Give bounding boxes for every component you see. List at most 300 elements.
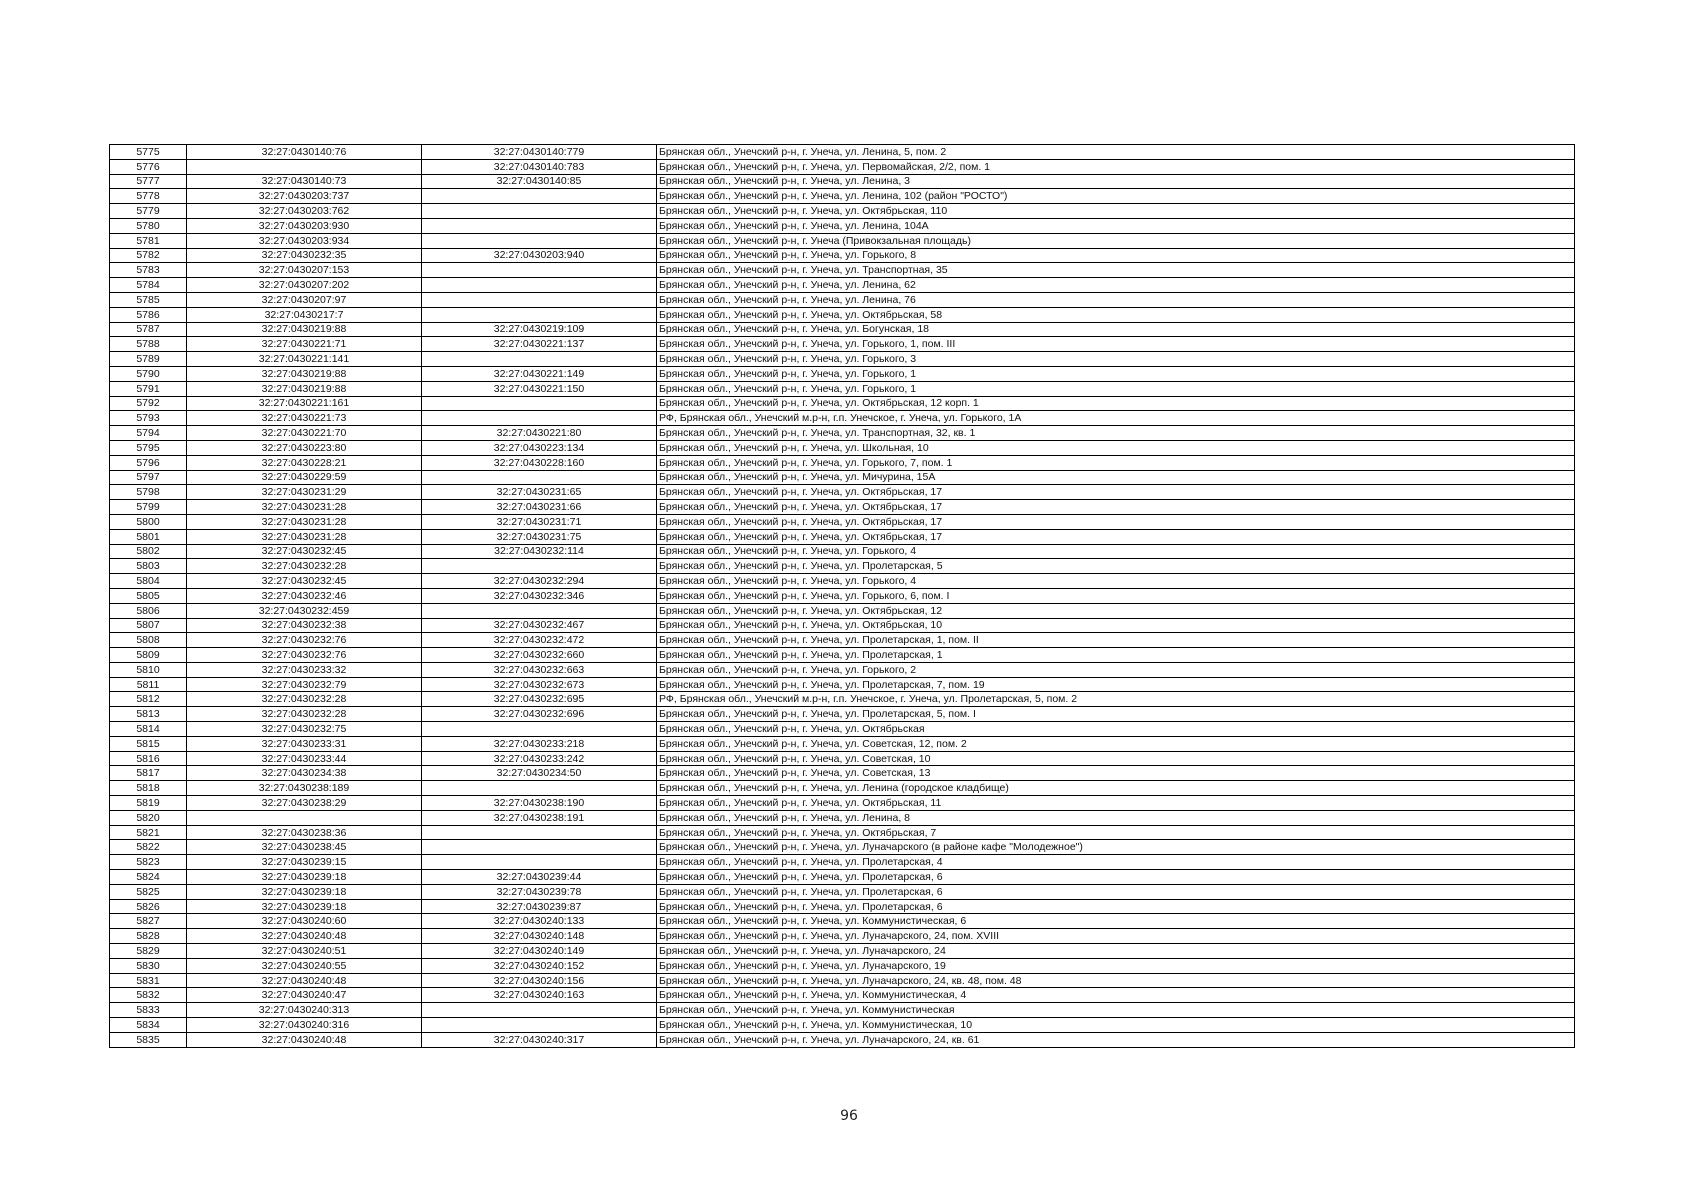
address-cell: Брянская обл., Унечский р-н, г. Унеча, ул. Октябрьская, 58	[657, 307, 1575, 322]
land-cadastral-number-cell: 32:27:0430203:934	[187, 233, 422, 248]
land-cadastral-number-cell: 32:27:0430240:60	[187, 914, 422, 929]
table-row	[110, 707, 1575, 722]
table-row	[110, 189, 1575, 204]
land-cadastral-number-cell: 32:27:0430232:38	[187, 618, 422, 633]
address-cell: Брянская обл., Унечский р-н, г. Унеча, ул. Луначарского, 24, кв. 61	[657, 1032, 1575, 1047]
land-cadastral-number-cell: 32:27:0430238:189	[187, 781, 422, 796]
address-cell: Брянская обл., Унечский р-н, г. Унеча, ул. Горького, 4	[657, 544, 1575, 559]
land-cadastral-number-cell: 32:27:0430239:18	[187, 899, 422, 914]
address-cell: Брянская обл., Унечский р-н, г. Унеча, ул. Горького, 4	[657, 574, 1575, 589]
object-cadastral-number-cell: 32:27:0430231:71	[422, 514, 657, 529]
table-row	[110, 914, 1575, 929]
row-number-cell: 5780	[110, 218, 187, 233]
land-cadastral-number-cell: 32:27:0430239:15	[187, 855, 422, 870]
row-number-cell: 5797	[110, 470, 187, 485]
row-number-cell: 5798	[110, 485, 187, 500]
row-number-cell: 5826	[110, 899, 187, 914]
land-cadastral-number-cell: 32:27:0430207:202	[187, 278, 422, 293]
row-number-cell: 5828	[110, 929, 187, 944]
row-number-cell: 5804	[110, 574, 187, 589]
land-cadastral-number-cell: 32:27:0430233:31	[187, 736, 422, 751]
object-cadastral-number-cell: 32:27:0430234:50	[422, 766, 657, 781]
row-number-cell: 5788	[110, 337, 187, 352]
table-row	[110, 648, 1575, 663]
address-cell: Брянская обл., Унечский р-н, г. Унеча, ул. Пролетарская, 6	[657, 899, 1575, 914]
row-number-cell: 5776	[110, 159, 187, 174]
table-row	[110, 929, 1575, 944]
object-cadastral-number-cell: 32:27:0430223:134	[422, 440, 657, 455]
row-number-cell: 5823	[110, 855, 187, 870]
land-cadastral-number-cell: 32:27:0430233:44	[187, 751, 422, 766]
table-row	[110, 514, 1575, 529]
table-row	[110, 440, 1575, 455]
land-cadastral-number-cell	[187, 810, 422, 825]
table-row	[110, 485, 1575, 500]
address-cell: Брянская обл., Унечский р-н, г. Унеча, ул. Коммунистическая, 6	[657, 914, 1575, 929]
table-row	[110, 263, 1575, 278]
registry-table-body	[110, 145, 1575, 1048]
object-cadastral-number-cell: 32:27:0430219:109	[422, 322, 657, 337]
table-row	[110, 736, 1575, 751]
table-row	[110, 174, 1575, 189]
row-number-cell: 5833	[110, 1003, 187, 1018]
row-number-cell: 5827	[110, 914, 187, 929]
land-cadastral-number-cell: 32:27:0430239:18	[187, 884, 422, 899]
address-cell: Брянская обл., Унечский р-н, г. Унеча, ул. Октябрьская, 12 корп. 1	[657, 396, 1575, 411]
address-cell: Брянская обл., Унечский р-н, г. Унеча, ул. Коммунистическая, 10	[657, 1018, 1575, 1033]
object-cadastral-number-cell: 32:27:0430240:317	[422, 1032, 657, 1047]
address-cell: Брянская обл., Унечский р-н, г. Унеча, ул. Пролетарская, 1	[657, 648, 1575, 663]
row-number-cell: 5835	[110, 1032, 187, 1047]
land-cadastral-number-cell: 32:27:0430240:51	[187, 944, 422, 959]
object-cadastral-number-cell: 32:27:0430240:156	[422, 973, 657, 988]
object-cadastral-number-cell: 32:27:0430232:663	[422, 662, 657, 677]
address-cell: Брянская обл., Унечский р-н, г. Унеча, ул. Октябрьская, 17	[657, 529, 1575, 544]
table-row	[110, 1003, 1575, 1018]
address-cell: Брянская обл., Унечский р-н, г. Унеча, ул. Коммунистическая	[657, 1003, 1575, 1018]
address-cell: Брянская обл., Унечский р-н, г. Унеча, ул. Ленина, 62	[657, 278, 1575, 293]
land-cadastral-number-cell: 32:27:0430231:29	[187, 485, 422, 500]
row-number-cell: 5802	[110, 544, 187, 559]
address-cell: Брянская обл., Унечский р-н, г. Унеча, ул. Горького, 1, пом. III	[657, 337, 1575, 352]
row-number-cell: 5803	[110, 559, 187, 574]
table-row	[110, 870, 1575, 885]
address-cell: Брянская обл., Унечский р-н, г. Унеча, ул. Ленина, 102 (район "РОСТО")	[657, 189, 1575, 204]
row-number-cell: 5799	[110, 500, 187, 515]
land-cadastral-number-cell: 32:27:0430231:28	[187, 500, 422, 515]
object-cadastral-number-cell	[422, 204, 657, 219]
table-row	[110, 603, 1575, 618]
land-cadastral-number-cell: 32:27:0430232:28	[187, 559, 422, 574]
table-row	[110, 618, 1575, 633]
land-cadastral-number-cell: 32:27:0430232:45	[187, 544, 422, 559]
row-number-cell: 5813	[110, 707, 187, 722]
object-cadastral-number-cell	[422, 278, 657, 293]
object-cadastral-number-cell: 32:27:0430240:163	[422, 988, 657, 1003]
address-cell: Брянская обл., Унечский р-н, г. Унеча, ул. Горького, 1	[657, 381, 1575, 396]
land-cadastral-number-cell: 32:27:0430232:79	[187, 677, 422, 692]
row-number-cell: 5789	[110, 352, 187, 367]
row-number-cell: 5784	[110, 278, 187, 293]
table-row	[110, 973, 1575, 988]
row-number-cell: 5810	[110, 662, 187, 677]
land-cadastral-number-cell: 32:27:0430203:930	[187, 218, 422, 233]
object-cadastral-number-cell: 32:27:0430232:673	[422, 677, 657, 692]
row-number-cell: 5781	[110, 233, 187, 248]
row-number-cell: 5811	[110, 677, 187, 692]
address-cell: Брянская обл., Унечский р-н, г. Унеча, ул. Октябрьская, 110	[657, 204, 1575, 219]
land-cadastral-number-cell: 32:27:0430240:48	[187, 973, 422, 988]
object-cadastral-number-cell: 32:27:0430203:940	[422, 248, 657, 263]
object-cadastral-number-cell: 32:27:0430232:294	[422, 574, 657, 589]
table-row	[110, 825, 1575, 840]
address-cell: Брянская обл., Унечский р-н, г. Унеча, ул. Пролетарская, 5	[657, 559, 1575, 574]
row-number-cell: 5815	[110, 736, 187, 751]
address-cell: РФ, Брянская обл., Унечский м.р-н, г.п. Унечское, г. Унеча, ул. Горького, 1А	[657, 411, 1575, 426]
table-row	[110, 1032, 1575, 1047]
address-cell: Брянская обл., Унечский р-н, г. Унеча, ул. Октябрьская, 17	[657, 514, 1575, 529]
object-cadastral-number-cell: 32:27:0430233:218	[422, 736, 657, 751]
object-cadastral-number-cell	[422, 411, 657, 426]
land-cadastral-number-cell: 32:27:0430234:38	[187, 766, 422, 781]
object-cadastral-number-cell: 32:27:0430239:78	[422, 884, 657, 899]
table-row	[110, 500, 1575, 515]
row-number-cell: 5830	[110, 958, 187, 973]
address-cell: Брянская обл., Унечский р-н, г. Унеча, ул. Транспортная, 32, кв. 1	[657, 426, 1575, 441]
land-cadastral-number-cell: 32:27:0430140:73	[187, 174, 422, 189]
table-row	[110, 692, 1575, 707]
table-row	[110, 810, 1575, 825]
address-cell: Брянская обл., Унечский р-н, г. Унеча, ул. Пролетарская, 4	[657, 855, 1575, 870]
address-cell: Брянская обл., Унечский р-н, г. Унеча, ул. Ленина, 8	[657, 810, 1575, 825]
land-cadastral-number-cell: 32:27:0430221:141	[187, 352, 422, 367]
address-cell: Брянская обл., Унечский р-н, г. Унеча, ул. Горького, 7, пом. 1	[657, 455, 1575, 470]
object-cadastral-number-cell: 32:27:0430239:44	[422, 870, 657, 885]
object-cadastral-number-cell	[422, 855, 657, 870]
object-cadastral-number-cell	[422, 189, 657, 204]
object-cadastral-number-cell	[422, 233, 657, 248]
land-cadastral-number-cell: 32:27:0430232:28	[187, 707, 422, 722]
table-row	[110, 662, 1575, 677]
address-cell: Брянская обл., Унечский р-н, г. Унеча, ул. Первомайская, 2/2, пом. 1	[657, 159, 1575, 174]
table-row	[110, 352, 1575, 367]
table-row	[110, 455, 1575, 470]
table-row	[110, 722, 1575, 737]
land-cadastral-number-cell: 32:27:0430240:55	[187, 958, 422, 973]
row-number-cell: 5831	[110, 973, 187, 988]
land-cadastral-number-cell: 32:27:0430229:59	[187, 470, 422, 485]
table-row	[110, 1018, 1575, 1033]
object-cadastral-number-cell: 32:27:0430240:148	[422, 929, 657, 944]
land-cadastral-number-cell: 32:27:0430231:28	[187, 529, 422, 544]
row-number-cell: 5793	[110, 411, 187, 426]
address-cell: Брянская обл., Унечский р-н, г. Унеча, ул. Пролетарская, 6	[657, 870, 1575, 885]
land-cadastral-number-cell: 32:27:0430221:70	[187, 426, 422, 441]
row-number-cell: 5822	[110, 840, 187, 855]
object-cadastral-number-cell	[422, 263, 657, 278]
land-cadastral-number-cell: 32:27:0430203:762	[187, 204, 422, 219]
object-cadastral-number-cell	[422, 1003, 657, 1018]
address-cell: Брянская обл., Унечский р-н, г. Унеча, ул. Горького, 6, пом. I	[657, 588, 1575, 603]
object-cadastral-number-cell: 32:27:0430238:190	[422, 796, 657, 811]
object-cadastral-number-cell: 32:27:0430239:87	[422, 899, 657, 914]
object-cadastral-number-cell: 32:27:0430232:114	[422, 544, 657, 559]
object-cadastral-number-cell: 32:27:0430228:160	[422, 455, 657, 470]
land-cadastral-number-cell: 32:27:0430203:737	[187, 189, 422, 204]
table-row	[110, 204, 1575, 219]
address-cell: Брянская обл., Унечский р-н, г. Унеча, ул. Горького, 2	[657, 662, 1575, 677]
object-cadastral-number-cell	[422, 292, 657, 307]
address-cell: Брянская обл., Унечский р-н, г. Унеча, ул. Октябрьская, 12	[657, 603, 1575, 618]
row-number-cell: 5807	[110, 618, 187, 633]
object-cadastral-number-cell: 32:27:0430240:149	[422, 944, 657, 959]
land-cadastral-number-cell: 32:27:0430231:28	[187, 514, 422, 529]
land-cadastral-number-cell: 32:27:0430217:7	[187, 307, 422, 322]
land-cadastral-number-cell: 32:27:0430239:18	[187, 870, 422, 885]
table-row	[110, 588, 1575, 603]
table-row	[110, 470, 1575, 485]
land-cadastral-number-cell: 32:27:0430219:88	[187, 322, 422, 337]
address-cell: Брянская обл., Унечский р-н, г. Унеча, ул. Пролетарская, 6	[657, 884, 1575, 899]
land-cadastral-number-cell: 32:27:0430223:80	[187, 440, 422, 455]
row-number-cell: 5805	[110, 588, 187, 603]
address-cell: Брянская обл., Унечский р-н, г. Унеча, ул. Советская, 13	[657, 766, 1575, 781]
object-cadastral-number-cell	[422, 781, 657, 796]
land-cadastral-number-cell: 32:27:0430232:45	[187, 574, 422, 589]
table-row	[110, 559, 1575, 574]
object-cadastral-number-cell: 32:27:0430232:472	[422, 633, 657, 648]
table-row	[110, 278, 1575, 293]
address-cell: Брянская обл., Унечский р-н, г. Унеча, ул. Октябрьская, 10	[657, 618, 1575, 633]
table-row	[110, 337, 1575, 352]
object-cadastral-number-cell	[422, 722, 657, 737]
row-number-cell: 5829	[110, 944, 187, 959]
land-cadastral-number-cell: 32:27:0430207:153	[187, 263, 422, 278]
object-cadastral-number-cell: 32:27:0430232:346	[422, 588, 657, 603]
address-cell: Брянская обл., Унечский р-н, г. Унеча, ул. Луначарского, 24, пом. XVIII	[657, 929, 1575, 944]
address-cell: Брянская обл., Унечский р-н, г. Унеча, ул. Школьная, 10	[657, 440, 1575, 455]
address-cell: Брянская обл., Унечский р-н, г. Унеча, ул. Ленина, 3	[657, 174, 1575, 189]
land-cadastral-number-cell: 32:27:0430219:88	[187, 381, 422, 396]
row-number-cell: 5801	[110, 529, 187, 544]
land-cadastral-number-cell: 32:27:0430240:47	[187, 988, 422, 1003]
object-cadastral-number-cell	[422, 470, 657, 485]
object-cadastral-number-cell	[422, 559, 657, 574]
table-row	[110, 781, 1575, 796]
row-number-cell: 5794	[110, 426, 187, 441]
row-number-cell: 5796	[110, 455, 187, 470]
address-cell: Брянская обл., Унечский р-н, г. Унеча, ул. Коммунистическая, 4	[657, 988, 1575, 1003]
row-number-cell: 5787	[110, 322, 187, 337]
row-number-cell: 5814	[110, 722, 187, 737]
land-cadastral-number-cell: 32:27:0430207:97	[187, 292, 422, 307]
table-row	[110, 574, 1575, 589]
address-cell: Брянская обл., Унечский р-н, г. Унеча, ул. Луначарского, 19	[657, 958, 1575, 973]
object-cadastral-number-cell: 32:27:0430231:75	[422, 529, 657, 544]
table-row	[110, 233, 1575, 248]
object-cadastral-number-cell	[422, 603, 657, 618]
object-cadastral-number-cell	[422, 396, 657, 411]
object-cadastral-number-cell: 32:27:0430240:133	[422, 914, 657, 929]
table-row	[110, 366, 1575, 381]
address-cell: Брянская обл., Унечский р-н, г. Унеча, ул. Богунская, 18	[657, 322, 1575, 337]
object-cadastral-number-cell	[422, 307, 657, 322]
address-cell: Брянская обл., Унечский р-н, г. Унеча, ул. Ленина, 104А	[657, 218, 1575, 233]
registry-table	[109, 144, 1575, 1048]
table-row	[110, 322, 1575, 337]
object-cadastral-number-cell: 32:27:0430240:152	[422, 958, 657, 973]
row-number-cell: 5824	[110, 870, 187, 885]
row-number-cell: 5832	[110, 988, 187, 1003]
land-cadastral-number-cell: 32:27:0430232:28	[187, 692, 422, 707]
object-cadastral-number-cell: 32:27:0430221:137	[422, 337, 657, 352]
table-row	[110, 766, 1575, 781]
address-cell: Брянская обл., Унечский р-н, г. Унеча, ул. Пролетарская, 7, пом. 19	[657, 677, 1575, 692]
address-cell: Брянская обл., Унечский р-н, г. Унеча, ул. Октябрьская, 17	[657, 500, 1575, 515]
table-row	[110, 988, 1575, 1003]
land-cadastral-number-cell: 32:27:0430238:45	[187, 840, 422, 855]
table-row	[110, 633, 1575, 648]
object-cadastral-number-cell: 32:27:0430231:66	[422, 500, 657, 515]
row-number-cell: 5778	[110, 189, 187, 204]
object-cadastral-number-cell: 32:27:0430232:695	[422, 692, 657, 707]
address-cell: Брянская обл., Унечский р-н, г. Унеча, ул. Мичурина, 15А	[657, 470, 1575, 485]
object-cadastral-number-cell: 32:27:0430232:696	[422, 707, 657, 722]
land-cadastral-number-cell: 32:27:0430221:73	[187, 411, 422, 426]
row-number-cell: 5812	[110, 692, 187, 707]
table-row	[110, 248, 1575, 263]
table-row	[110, 677, 1575, 692]
land-cadastral-number-cell: 32:27:0430240:313	[187, 1003, 422, 1018]
row-number-cell: 5817	[110, 766, 187, 781]
land-cadastral-number-cell: 32:27:0430232:46	[187, 588, 422, 603]
page-number: 96	[840, 1108, 858, 1124]
address-cell: Брянская обл., Унечский р-н, г. Унеча, ул. Транспортная, 35	[657, 263, 1575, 278]
address-cell: Брянская обл., Унечский р-н, г. Унеча, ул. Пролетарская, 1, пом. II	[657, 633, 1575, 648]
land-cadastral-number-cell: 32:27:0430240:316	[187, 1018, 422, 1033]
address-cell: Брянская обл., Унечский р-н, г. Унеча, ул. Советская, 10	[657, 751, 1575, 766]
row-number-cell: 5834	[110, 1018, 187, 1033]
table-row	[110, 292, 1575, 307]
row-number-cell: 5809	[110, 648, 187, 663]
land-cadastral-number-cell: 32:27:0430232:75	[187, 722, 422, 737]
row-number-cell: 5792	[110, 396, 187, 411]
row-number-cell: 5777	[110, 174, 187, 189]
land-cadastral-number-cell: 32:27:0430221:71	[187, 337, 422, 352]
table-row	[110, 159, 1575, 174]
object-cadastral-number-cell: 32:27:0430231:65	[422, 485, 657, 500]
land-cadastral-number-cell: 32:27:0430238:29	[187, 796, 422, 811]
land-cadastral-number-cell	[187, 159, 422, 174]
address-cell: Брянская обл., Унечский р-н, г. Унеча, ул. Луначарского, 24, кв. 48, пом. 48	[657, 973, 1575, 988]
table-row	[110, 145, 1575, 160]
object-cadastral-number-cell: 32:27:0430233:242	[422, 751, 657, 766]
land-cadastral-number-cell: 32:27:0430140:76	[187, 145, 422, 160]
row-number-cell: 5779	[110, 204, 187, 219]
object-cadastral-number-cell: 32:27:0430140:779	[422, 145, 657, 160]
table-row	[110, 381, 1575, 396]
land-cadastral-number-cell: 32:27:0430221:161	[187, 396, 422, 411]
row-number-cell: 5783	[110, 263, 187, 278]
address-cell: РФ, Брянская обл., Унечский м.р-н, г.п. Унечское, г. Унеча, ул. Пролетарская, 5, пом. 2	[657, 692, 1575, 707]
table-row	[110, 899, 1575, 914]
row-number-cell: 5818	[110, 781, 187, 796]
address-cell: Брянская обл., Унечский р-н, г. Унеча, ул. Ленина (городское кладбище)	[657, 781, 1575, 796]
row-number-cell: 5795	[110, 440, 187, 455]
object-cadastral-number-cell: 32:27:0430238:191	[422, 810, 657, 825]
object-cadastral-number-cell	[422, 352, 657, 367]
object-cadastral-number-cell: 32:27:0430232:660	[422, 648, 657, 663]
address-cell: Брянская обл., Унечский р-н, г. Унеча, ул. Ленина, 76	[657, 292, 1575, 307]
row-number-cell: 5820	[110, 810, 187, 825]
row-number-cell: 5791	[110, 381, 187, 396]
row-number-cell: 5800	[110, 514, 187, 529]
row-number-cell: 5808	[110, 633, 187, 648]
address-cell: Брянская обл., Унечский р-н, г. Унеча, ул. Советская, 12, пом. 2	[657, 736, 1575, 751]
address-cell: Брянская обл., Унечский р-н, г. Унеча, ул. Октябрьская, 17	[657, 485, 1575, 500]
object-cadastral-number-cell: 32:27:0430140:85	[422, 174, 657, 189]
object-cadastral-number-cell	[422, 840, 657, 855]
address-cell: Брянская обл., Унечский р-н, г. Унеча (Привокзальная площадь)	[657, 233, 1575, 248]
row-number-cell: 5775	[110, 145, 187, 160]
address-cell: Брянская обл., Унечский р-н, г. Унеча, ул. Ленина, 5, пом. 2	[657, 145, 1575, 160]
address-cell: Брянская обл., Унечский р-н, г. Унеча, ул. Луначарского, 24	[657, 944, 1575, 959]
table-row	[110, 884, 1575, 899]
land-cadastral-number-cell: 32:27:0430232:35	[187, 248, 422, 263]
table-row	[110, 840, 1575, 855]
table-row	[110, 396, 1575, 411]
object-cadastral-number-cell: 32:27:0430232:467	[422, 618, 657, 633]
row-number-cell: 5821	[110, 825, 187, 840]
object-cadastral-number-cell: 32:27:0430221:149	[422, 366, 657, 381]
address-cell: Брянская обл., Унечский р-н, г. Унеча, ул. Горького, 3	[657, 352, 1575, 367]
address-cell: Брянская обл., Унечский р-н, г. Унеча, ул. Октябрьская, 7	[657, 825, 1575, 840]
table-row	[110, 529, 1575, 544]
object-cadastral-number-cell	[422, 218, 657, 233]
table-row	[110, 958, 1575, 973]
land-cadastral-number-cell: 32:27:0430232:459	[187, 603, 422, 618]
object-cadastral-number-cell: 32:27:0430221:150	[422, 381, 657, 396]
land-cadastral-number-cell: 32:27:0430233:32	[187, 662, 422, 677]
row-number-cell: 5819	[110, 796, 187, 811]
table-row	[110, 544, 1575, 559]
table-row	[110, 751, 1575, 766]
address-cell: Брянская обл., Унечский р-н, г. Унеча, ул. Октябрьская	[657, 722, 1575, 737]
land-cadastral-number-cell: 32:27:0430238:36	[187, 825, 422, 840]
row-number-cell: 5816	[110, 751, 187, 766]
table-row	[110, 796, 1575, 811]
address-cell: Брянская обл., Унечский р-н, г. Унеча, ул. Горького, 1	[657, 366, 1575, 381]
address-cell: Брянская обл., Унечский р-н, г. Унеча, ул. Луначарского (в районе кафе "Молодежное")	[657, 840, 1575, 855]
table-row	[110, 307, 1575, 322]
land-cadastral-number-cell: 32:27:0430232:76	[187, 648, 422, 663]
table-row	[110, 411, 1575, 426]
table-row	[110, 855, 1575, 870]
row-number-cell: 5782	[110, 248, 187, 263]
row-number-cell: 5790	[110, 366, 187, 381]
table-row	[110, 218, 1575, 233]
row-number-cell: 5806	[110, 603, 187, 618]
land-cadastral-number-cell: 32:27:0430219:88	[187, 366, 422, 381]
table-row	[110, 944, 1575, 959]
object-cadastral-number-cell: 32:27:0430221:80	[422, 426, 657, 441]
table-row	[110, 426, 1575, 441]
land-cadastral-number-cell: 32:27:0430228:21	[187, 455, 422, 470]
row-number-cell: 5785	[110, 292, 187, 307]
object-cadastral-number-cell: 32:27:0430140:783	[422, 159, 657, 174]
object-cadastral-number-cell	[422, 1018, 657, 1033]
address-cell: Брянская обл., Унечский р-н, г. Унеча, ул. Пролетарская, 5, пом. I	[657, 707, 1575, 722]
